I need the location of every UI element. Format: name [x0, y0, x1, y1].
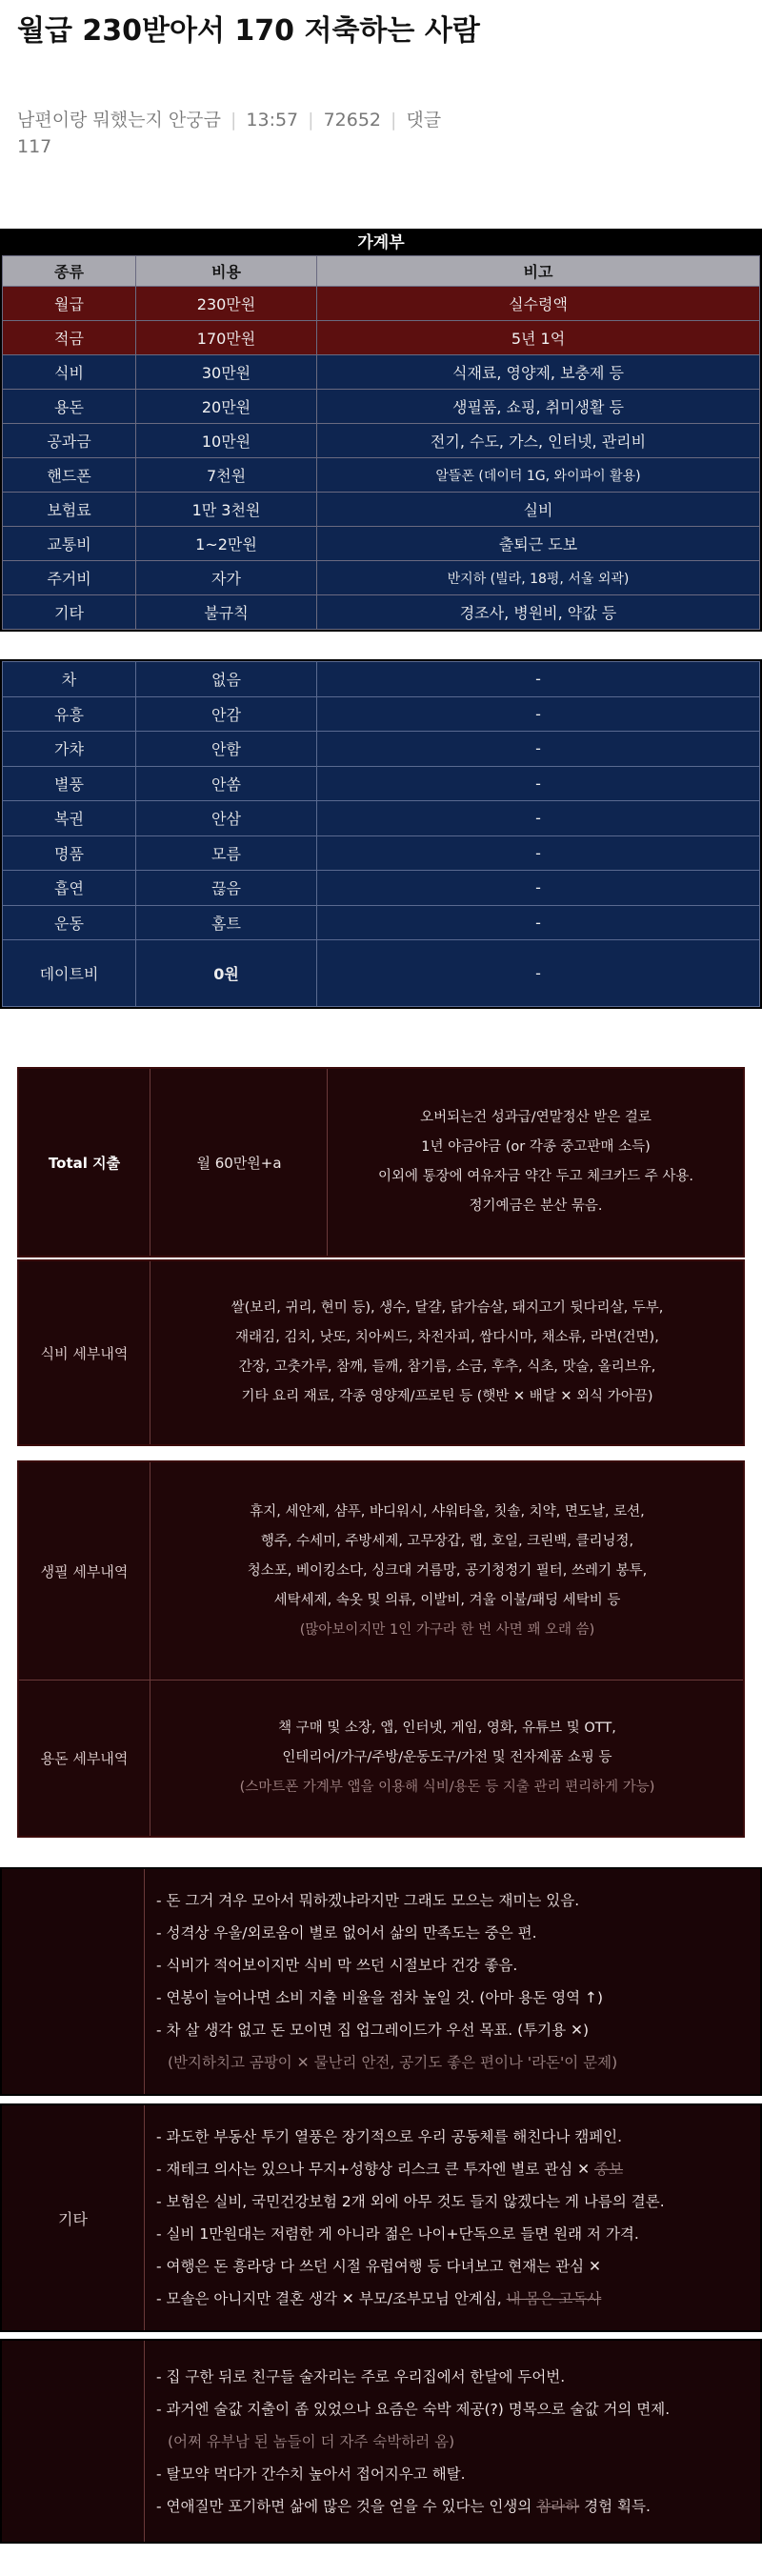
row-cost: 안쏨: [136, 766, 317, 801]
note-text: - 연애질만 포기하면 삶에 많은 것을 얻을 수 있다는 인생의: [156, 2497, 532, 2515]
living-line: 세탁세제, 속옷 및 의류, 이발비, 겨울 이불/패딩 세탁비 등: [273, 1592, 621, 1608]
ledger-row: [3, 355, 760, 390]
row-cost: 230만원: [136, 287, 317, 321]
row-note: -: [317, 835, 760, 871]
row-type: 기타: [3, 595, 136, 630]
allowance-line: 인테리어/가구/주방/운동도구/가전 및 전자제품 쇼핑 등: [282, 1750, 612, 1765]
row-note: -: [317, 732, 760, 767]
no-spend-row: [3, 905, 760, 940]
note-text: - 재테크 의사는 있으나 무지+성향상 리스크 큰 투자엔 별로 관심 ✕: [156, 2161, 591, 2178]
ledger-row: [3, 424, 760, 458]
note-line: (어쩌 유부남 된 놈들이 더 자주 숙박하러 옴): [168, 2432, 455, 2450]
row-note: -: [317, 696, 760, 732]
row-type: 공과금: [3, 424, 136, 458]
ledger-row: [3, 287, 760, 321]
post-comments[interactable]: 댓글 117: [17, 110, 442, 157]
row-cost: 모름: [136, 835, 317, 871]
note-line: [156, 2153, 749, 2185]
note-line: [156, 2283, 749, 2315]
row-note: -: [317, 905, 760, 940]
row-cost: 안삼: [136, 801, 317, 836]
post-meta: 남편이랑 뭐했는지 안궁금 | 13:57 | 72652 | 댓글 117: [17, 110, 442, 157]
row-note: 생필품, 쇼핑, 취미생활 등: [317, 390, 760, 424]
ledger-row: [3, 561, 760, 595]
notes-block-2: [0, 2103, 762, 2332]
living-line: (많아보이지만 1인 가구라 한 번 사면 꽤 오래 씀): [299, 1621, 595, 1638]
row-cost: 홈트: [136, 905, 317, 940]
notes-label: 기타: [2, 2105, 145, 2330]
row-type: 교통비: [3, 527, 136, 561]
post-time: 13:57: [246, 110, 299, 131]
row-cost: 안감: [136, 696, 317, 732]
row-type: 흡연: [3, 871, 136, 906]
note-line: - 탈모약 먹다가 간수치 높아서 접어지우고 해탈.: [156, 2465, 466, 2483]
allowance-detail-label: 용돈 세부내역: [19, 1680, 150, 1836]
row-note: -: [317, 871, 760, 906]
total-spending-value: 월 60만원+a: [151, 1069, 328, 1256]
row-note: 식재료, 영양제, 보충제 등: [317, 355, 760, 390]
row-type: 운동: [3, 905, 136, 940]
ledger-row: [3, 527, 760, 561]
row-type: 보험료: [3, 493, 136, 527]
post-views: 72652: [323, 110, 382, 131]
food-detail-block: [17, 1259, 745, 1446]
struck-text: 종보: [594, 2161, 624, 2178]
living-detail-label: 생필 세부내역: [19, 1462, 150, 1680]
ledger-header-row: [3, 256, 760, 287]
notes-label-empty: [2, 1869, 145, 2094]
total-line: 이외에 통장에 여유자금 약간 두고 체크카드 주 사용.: [377, 1169, 694, 1184]
row-type: 월급: [3, 287, 136, 321]
note-line: - 실비 1만원대는 저렴한 게 아니라 젊은 나이+단독으로 들면 원래 저 가격.: [156, 2225, 639, 2243]
row-note: -: [317, 766, 760, 801]
row-cost: 불규칙: [136, 595, 317, 630]
post-category[interactable]: 남편이랑 뭐했는지 안궁금: [17, 110, 221, 131]
no-spend-table: [0, 659, 762, 1009]
allowance-line: (스마트폰 가계부 앱을 이용해 식비/용돈 등 지출 관리 편리하게 가능): [239, 1780, 655, 1795]
total-line: 오버되는건 성과급/연말정산 받은 걸로: [420, 1110, 652, 1125]
row-note: 실수령액: [317, 287, 760, 321]
ledger-row: [3, 493, 760, 527]
living-line: 휴지, 세안제, 샴푸, 바디워시, 샤워타올, 칫솔, 치약, 면도날, 로션,: [250, 1503, 645, 1519]
ledger-row: [3, 321, 760, 355]
notes-block-3: [0, 2339, 762, 2544]
row-note: 경조사, 병원비, 약값 등: [317, 595, 760, 630]
note-line: - 과도한 부동산 투기 열풍은 장기적으로 우리 공동체를 해친다나 캠페인.: [156, 2128, 623, 2145]
ledger-row: [3, 390, 760, 424]
living-allowance-block: [17, 1460, 745, 1838]
note-text: - 모솔은 아니지만 결혼 생각 ✕ 부모/조부모님 안계심,: [156, 2290, 502, 2307]
no-spend-row: [3, 835, 760, 871]
row-note: 반지하 (빌라, 18평, 서울 외곽): [317, 561, 760, 595]
row-note: 알뜰폰 (데이터 1G, 와이파이 활용): [317, 458, 760, 493]
post-title: 월급 230받아서 170 저축하는 사람: [17, 14, 480, 48]
header-note: 비고: [317, 256, 760, 287]
row-type: 차: [3, 662, 136, 697]
note-line: - 차 살 생각 없고 돈 모이면 집 업그레이드가 우선 목표. (투기용 ✕): [156, 2022, 590, 2039]
living-line: 행주, 수세미, 주방세제, 고무장갑, 랩, 호일, 크린백, 클리닝정,: [260, 1533, 634, 1549]
row-type: 데이트비: [3, 940, 136, 1007]
food-line: 쌀(보리, 귀리, 현미 등), 생수, 달걀, 닭가슴살, 돼지고기 뒷다리살, 두부,: [231, 1300, 664, 1316]
row-cost: 170만원: [136, 321, 317, 355]
header-type: 종류: [3, 256, 136, 287]
note-line: - 여행은 돈 흥라당 다 쓰던 시절 유럽여행 등 다녀보고 현재는 관심 ✕: [156, 2258, 602, 2275]
food-line: 기타 요리 재료, 각종 영양제/프로틴 등 (햇반 ✕ 배달 ✕ 외식 가아끔): [241, 1389, 653, 1404]
no-spend-row: [3, 766, 760, 801]
row-note: 실비: [317, 493, 760, 527]
note-line: - 돈 그거 겨우 모아서 뭐하겠냐라지만 그래도 모으는 재미는 있음.: [156, 1892, 580, 1909]
row-type: 가챠: [3, 732, 136, 767]
row-cost: 안함: [136, 732, 317, 767]
note-line: - 연봉이 늘어나면 소비 지출 비율을 점차 높일 것. (아마 용돈 영역 ↑): [156, 1989, 604, 2006]
note-line: - 집 구한 뒤로 친구들 술자리는 주로 우리집에서 한달에 두어번.: [156, 2367, 566, 2385]
note-line: - 보험은 실비, 국민건강보험 2개 외에 아무 것도 들지 않겠다는 게 나름의 결론.: [156, 2193, 665, 2210]
row-cost: 10만원: [136, 424, 317, 458]
row-cost: 20만원: [136, 390, 317, 424]
no-spend-row: [3, 696, 760, 732]
struck-text: 내 몸은 고독사: [506, 2290, 602, 2307]
row-cost: 끊음: [136, 871, 317, 906]
row-cost: 0원: [136, 940, 317, 1007]
row-type: 복권: [3, 801, 136, 836]
no-spend-row: [3, 871, 760, 906]
row-cost: 자가: [136, 561, 317, 595]
no-spend-row: [3, 801, 760, 836]
ledger-row: [3, 595, 760, 630]
row-note: -: [317, 662, 760, 697]
row-cost: 1~2만원: [136, 527, 317, 561]
struck-text: 참라하: [536, 2497, 580, 2515]
row-type: 핸드폰: [3, 458, 136, 493]
note-line: - 성격상 우울/외로움이 별로 없어서 삶의 만족도는 중은 편.: [156, 1924, 537, 1942]
note-line: [156, 2490, 749, 2523]
row-cost: 30만원: [136, 355, 317, 390]
row-note: -: [317, 940, 760, 1007]
food-line: 간장, 고춧가루, 참깨, 들깨, 참기름, 소금, 후추, 식초, 맛술, 올리브유,: [238, 1359, 656, 1375]
food-line: 재래김, 김치, 낫또, 치아씨드, 차전자피, 쌈다시마, 채소류, 라면(건면),: [235, 1330, 659, 1345]
total-spending-block: [17, 1067, 745, 1258]
row-cost: 7천원: [136, 458, 317, 493]
row-cost: 1만 3천원: [136, 493, 317, 527]
no-spend-row: [3, 940, 760, 1007]
header-cost: 비용: [136, 256, 317, 287]
total-line: 1년 야금야금 (or 각종 중고판매 소득): [421, 1139, 651, 1155]
row-cost: 없음: [136, 662, 317, 697]
row-note: 전기, 수도, 가스, 인터넷, 관리비: [317, 424, 760, 458]
living-line: 청소포, 베이킹소다, 싱크대 거름망, 공기청정기 필터, 쓰레기 봉투,: [247, 1562, 648, 1579]
row-type: 주거비: [3, 561, 136, 595]
ledger-row: [3, 458, 760, 493]
notes-label-empty: [2, 2341, 145, 2542]
row-note: -: [317, 801, 760, 836]
row-type: 명품: [3, 835, 136, 871]
row-type: 별풍: [3, 766, 136, 801]
total-line: 정기예금은 분산 묶음.: [469, 1198, 603, 1214]
row-type: 적금: [3, 321, 136, 355]
note-text: 경험 획득.: [584, 2497, 651, 2515]
ledger-table: [0, 229, 762, 632]
row-type: 용돈: [3, 390, 136, 424]
no-spend-row: [3, 662, 760, 697]
row-type: 유흥: [3, 696, 136, 732]
allowance-line: 책 구매 및 소장, 앱, 인터넷, 게임, 영화, 유튜브 및 OTT,: [278, 1721, 616, 1736]
ledger-title: 가계부: [2, 231, 760, 255]
note-line: - 과거엔 술값 지출이 좀 있었으나 요즘은 숙박 제공(?) 명목으로 술값 거의 면제.: [156, 2400, 671, 2418]
row-type: 식비: [3, 355, 136, 390]
total-spending-label: Total 지출: [19, 1069, 150, 1256]
notes-block-1: [0, 1867, 762, 2096]
row-note: 출퇴근 도보: [317, 527, 760, 561]
note-line: - 식비가 적어보이지만 식비 막 쓰던 시절보다 건강 좋음.: [156, 1957, 518, 1974]
no-spend-row: [3, 732, 760, 767]
row-note: 5년 1억: [317, 321, 760, 355]
note-line: (반지하치고 곰팡이 ✕ 물난리 안전, 공기도 좋은 편이나 '라돈'이 문제): [168, 2054, 618, 2071]
food-detail-label: 식비 세부내역: [19, 1261, 150, 1444]
